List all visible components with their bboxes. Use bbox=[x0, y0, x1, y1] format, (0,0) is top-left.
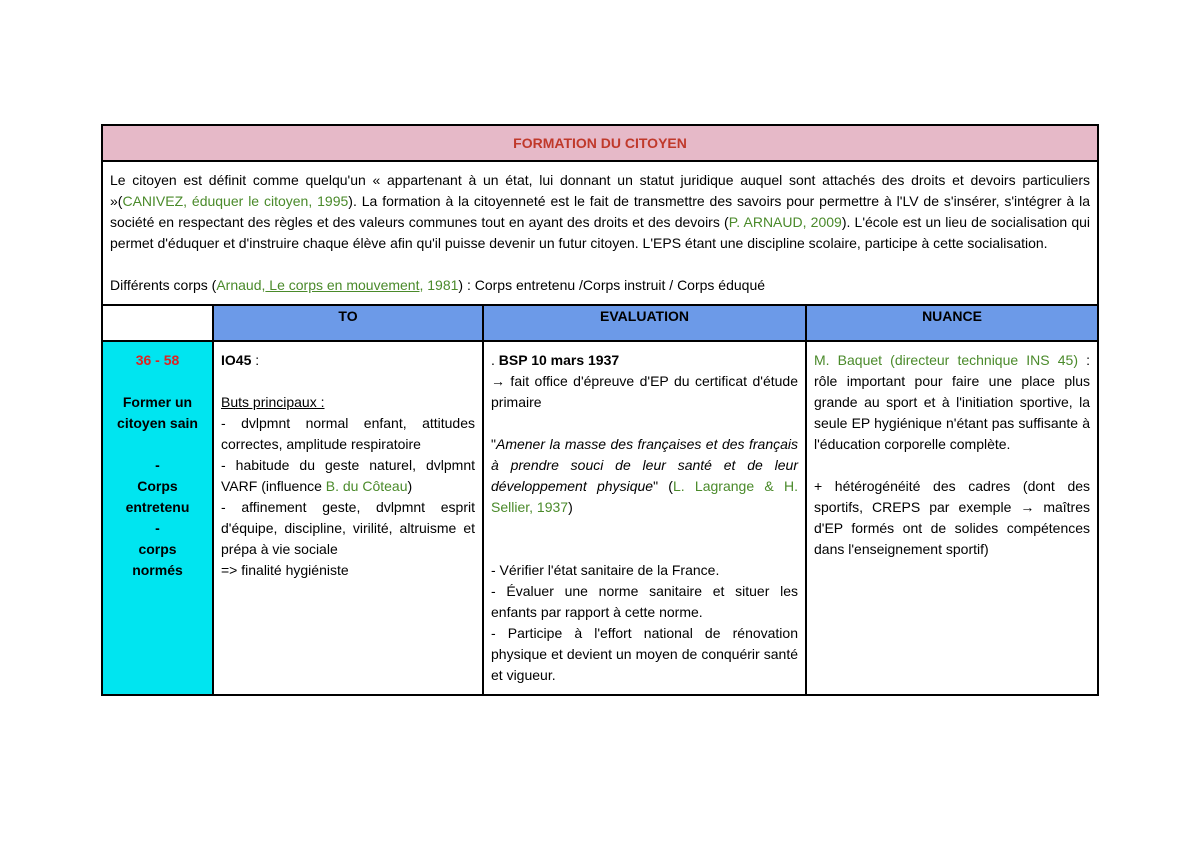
table-title: FORMATION DU CITOYEN bbox=[102, 125, 1098, 161]
citation-baquet: M. Baquet (directeur technique INS 45) bbox=[814, 352, 1078, 368]
bullet-dot: . bbox=[491, 352, 499, 368]
bsp-title: BSP 10 mars 1937 bbox=[498, 352, 620, 368]
to-item: - dvlpmnt normal enfant, attitudes correctes, amplitude respiratoire bbox=[221, 415, 475, 452]
nuance-cell bbox=[806, 341, 1098, 695]
corps-line-1: Corps bbox=[137, 478, 178, 494]
document-page bbox=[101, 124, 1097, 696]
nuance-text: : rôle important pour faire une place plus grande au sport et à l'initiation sportive, la seule EP hygiénique n'étant pas suffisante à l'éducation corporelle complète. bbox=[814, 352, 1091, 452]
intro-text-part: ) : Corps entretenu /Corps instruit / Corps éduqué bbox=[458, 277, 766, 293]
dash: - bbox=[155, 520, 160, 536]
citation-lagrange: L. Lagrange & H. Sellier, 1937 bbox=[491, 478, 798, 515]
to-item-text: ) bbox=[407, 478, 413, 494]
citation-author: Arnaud, bbox=[216, 277, 266, 293]
header-nuance: NUANCE bbox=[806, 305, 1098, 341]
period-years: 36 - 58 bbox=[135, 352, 180, 368]
header-evaluation: EVALUATION bbox=[483, 305, 806, 341]
citation-book: Le corps en mouvement bbox=[265, 277, 420, 293]
header-to: TO bbox=[213, 305, 483, 341]
intro-paragraph-2 bbox=[110, 275, 1090, 296]
to-item: => finalité hygiéniste bbox=[221, 562, 349, 578]
goal-line-1: Former un bbox=[122, 394, 193, 410]
citation-arnaud: P. ARNAUD, 2009 bbox=[728, 214, 842, 230]
header-blank bbox=[102, 305, 213, 341]
evaluation-quote bbox=[491, 434, 798, 518]
io-colon: : bbox=[251, 352, 260, 368]
intro-text bbox=[102, 161, 1098, 305]
citation-canivez: CANIVEZ, éduquer le citoyen, 1995 bbox=[122, 193, 349, 209]
to-item-text: - habitude du geste naturel, dvlpmnt VARF (influence bbox=[221, 457, 475, 494]
quote-end: ) bbox=[568, 499, 573, 515]
goal-line-2: citoyen sain bbox=[117, 415, 198, 431]
intro-text-part: Le citoyen est définit comme quelqu'un « appartenant à un état, lui donnant un statut juridique auquel sont attachés des droits et devoirs particuliers »( bbox=[110, 172, 1091, 209]
citation-year: , 1981 bbox=[419, 277, 459, 293]
intro-text-part: Différents corps ( bbox=[110, 277, 217, 293]
evaluation-item: - Participe à l'effort national de rénovation physique et devient un moyen de conquérir santé et vigueur. bbox=[491, 625, 798, 683]
evaluation-cell bbox=[483, 341, 806, 695]
quote-mark: " bbox=[491, 436, 496, 452]
to-cell bbox=[213, 341, 483, 695]
evaluation-item: - Évaluer une norme sanitaire et situer les enfants par rapport à cette norme. bbox=[491, 583, 798, 620]
intro-text-part: ). L'école est un lieu de socialisation qui permet d'éduquer et d'instruire chaque élève afin qu'il puisse devenir un futur citoyen. L'EPS étant une discipline scolaire, participe à cette socialisation. bbox=[110, 214, 1091, 251]
dash: - bbox=[155, 457, 160, 473]
intro-paragraph-1 bbox=[110, 170, 1090, 254]
quote-mark: " ( bbox=[653, 478, 673, 494]
to-item bbox=[221, 455, 475, 497]
corps-line-3: corps bbox=[138, 541, 177, 557]
period-cell bbox=[102, 341, 213, 695]
quote-text: Amener la masse des françaises et des français à prendre souci de leur santé et de leur développement physique bbox=[491, 436, 798, 494]
nuance-text: + hétérogénéité des cadres (dont des sportifs, CREPS par exemple → maîtres d'EP formés ont de solides compétences dans l'enseignement sportif) bbox=[814, 478, 1091, 557]
to-item: - affinement geste, dvlpmnt esprit d'équipe, discipline, virilité, altruisme et prépa à vie sociale bbox=[221, 499, 475, 557]
corps-line-4: normés bbox=[132, 562, 183, 578]
citizen-formation-table bbox=[101, 124, 1099, 696]
io-title: IO45 bbox=[221, 352, 252, 368]
buts-heading: Buts principaux : bbox=[221, 394, 325, 410]
evaluation-item: → fait office d'épreuve d'EP du certificat d'étude primaire bbox=[491, 373, 798, 410]
intro-text-part: ). La formation à la citoyenneté est le fait de transmettre des savoirs pour permettre à l'LV de s'insérer, s'intégrer à la société en respectant des règles et des valeurs communes tout en ayant des droits et des devoirs ( bbox=[110, 193, 1091, 230]
citation-coteau: B. du Côteau bbox=[325, 478, 408, 494]
corps-line-2: entretenu bbox=[125, 499, 190, 515]
evaluation-item: - Vérifier l'état sanitaire de la France. bbox=[491, 562, 720, 578]
